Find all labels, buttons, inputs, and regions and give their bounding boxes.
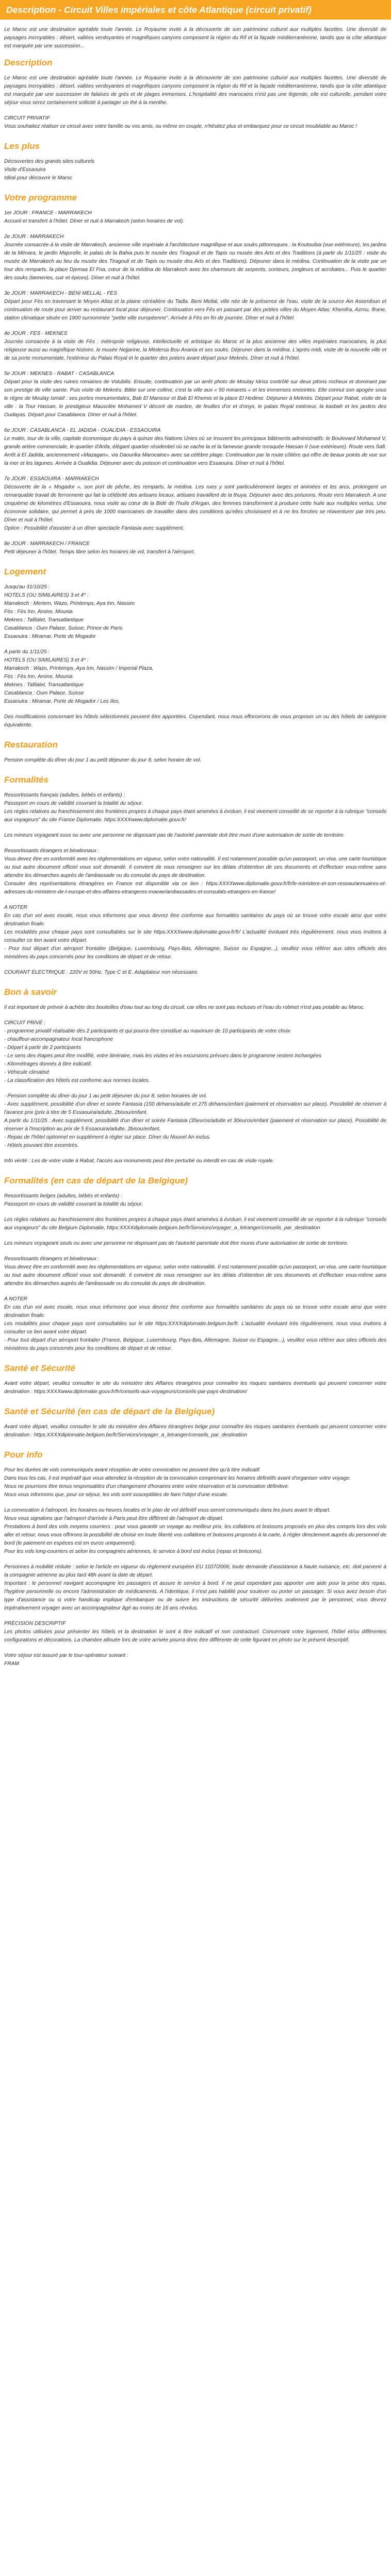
section-paragraph: 7e JOUR : ESSAOUIRA - MARRAKECH Découverte de la « Mogador », son port de pêche, les remparts, la médina. Les rues y sont particulièrement larges et animées et les arcs, prolongent un remarquable travail de ferronnerie qui fait la célébrité des artisans locaux, artisans travaillent de la thuya. Déjeuner avec des poissons. Route vers Marrakech. A une cinquième de kilomètres d'Essaouira, nous visite au cœur de la Bidé de l'huile d'Argan, des femmes transforment à produire cette huile aux multiples vertus. Une économie solidaire, qui permet à près de 1000 marocaines de travailler dans des conditions qu'elles choisissent et à ne les forcées se réaventurer par très peu. Dîner et nuit à l'hôtel. Option : Possibilité d'assister à un dîner spectacle Fantasia avec supplément. bbox=[4, 476, 386, 531]
section-paragraph: Avant votre départ, veuillez consulter le site du ministère des Affaires étrangères belge pour connaître les risques sanitaires éventuels qui peuvent concerner votre destination : https:XXXXdiplomatie.belgium.be/fr/Services/voyager_a_letranger/conseils_par_destination bbox=[4, 1424, 386, 1438]
section-heading-pour-info: Pour info bbox=[4, 1450, 43, 1460]
section-heading-sante-et-securite-en-cas-de-depart-de-la-belgique: Santé et Sécurité (en cas de départ de la Belgique) bbox=[4, 1406, 215, 1416]
section-paragraph: A partir du 1/11/25 : HOTELS (OU SIMILAIRES) 3 et 4* : Marrakech : Wazo, Printemps, Aya Inn, Nassim / Imperial Plaza, Fès : Fès Inn, Amine, Mounia Meknes : Tafilalet, Transatlantique Casablanca : Oum Palace, Suisse Essaouira : Miramar, Porte de Mogador / Les Iles, bbox=[4, 649, 154, 704]
section-paragraph: A NOTER En cas d'un vol avec escale, nous vous informons que vous devrez être conforme aux formalités sanitaires du pays où se trouve votre escale ainsi que votre destination finale. Les modalités pour chaque pays sont consultables sur le site https:XXXXdiplomatie.belgium.be/fr. L'actualité évoluant très régulièrement, nous vous invitons à consulter ce lien avant votre départ. - Pour tout départ d'un aéroport frontalier (France, Belgique, Luxembourg, Pays-Bas, Allemagne, Suisse ou Espagne...), veuillez vous référer aux sites officiels des ministères du pays concernés pour les conditions de départ et de retour. bbox=[4, 1296, 386, 1351]
section-paragraph: COURANT ÉLECTRIQUE : 220V et 50Hz. Type C et E. Adaptateur non nécessaire. bbox=[4, 970, 199, 975]
section-heading-formalites-en-cas-de-depart-de-la-belgique: Formalités (en cas de départ de la Belgique) bbox=[4, 1176, 188, 1185]
section-paragraph: Les règles relatives au franchissement des frontières propres à chaque pays étant amenées à évoluer, il est vivement conseillé de se reporter à la rubrique "conseils aux voyageurs" du site Belgium Diplomatie, https:XXXXdiplomatie.belgium.be/fr/Services/voyager_a_letranger/conseils_par_destination bbox=[4, 1217, 386, 1231]
section-heading-sante-et-securite: Santé et Sécurité bbox=[4, 1363, 75, 1373]
section-heading-logement: Logement bbox=[4, 567, 46, 577]
section-heading-restauration: Restauration bbox=[4, 740, 58, 750]
section-paragraph: 8e JOUR : MARRAKECH / FRANCE Petit déjeuner à l'hôtel. Temps libre selon les horaires de vol, transfert à l'aéroport. bbox=[4, 541, 196, 555]
section-paragraph: Votre séjour est assuré par le tour-opérateur suivant : FRAM bbox=[4, 1653, 128, 1667]
section-paragraph: Pour les durées de vols communiqués avant réception de votre convocation ne peuvent être qu'à titre indicatif. Dans tous les cas, il est impératif que vous attendiez la réception de la convocation comprenant les horaires définitifs avant d'organiser votre voyage. Nous ne pourrions être tenus responsables d'un changement d'horaires entre votre réservation et la convocation définitive. Nous vous informons que, pour ce séjour, les vols sont susceptibles de faire l'objet d'une escale. bbox=[4, 1467, 351, 1498]
section-paragraph: Ressortissants étrangers et binationaux : Vous devez être en conformité avec les réglementations en vigueur, selon votre nationalité. Il est notamment possible qu'un passeport, un visa, une carte touristique ou tout autre document officiel vous soit demandé. Il convient de vous renseigner sur les délais d'obtention de ces documents et d'effectuer vous-même sans attendre les démarches auprès de l'ambassade ou du consulat du pays de destination. bbox=[4, 1256, 386, 1286]
page-title: Description - Circuit Villes impériales et côte Atlantique (circuit privatif) bbox=[0, 0, 391, 20]
section-heading-description: Description bbox=[4, 58, 53, 67]
section-paragraph: Les mineurs voyageant seuls ou avec une personne ne disposant pas de l'autorité parentale doit être munis d'une autorisation de sortie de territoire. bbox=[4, 1241, 349, 1246]
section-heading-les-plus: Les plus bbox=[4, 141, 40, 151]
section-paragraph: Avant votre départ, veuillez consulter le site du ministère des Affaires étrangères pour connaître les risques sanitaires éventuels qui peuvent concerner votre destination : https:XXXXwww.diplomatie.gouv.fr/fr/conseils-aux-voyageurs/conseils-par-pays-destination/ bbox=[4, 1381, 386, 1395]
section-paragraph: Ressortissants étrangers et binationaux : Vous devez être en conformité avec les réglementations en vigueur, selon votre nationalité. Il est notamment possible qu'un passeport, un visa, une carte touristique ou tout autre document officiel vous soit demandé. Il convient de vous renseigner sur les délais d'obtention de ces documents et d'effectuer vous-même sans attendre les démarches auprès de l'ambassade ou du consulat du pays de destination. Consuter des représentations étrangères en France est disponible via ce lien : https:XXXXwww.diplomatie.gouv.fr/fr/le-ministere-et-son-reseau/annuaires-et-adresses-du-ministere-de-l-europe-et-des-affaires-etrangeres-maeae/ambassades-et-consulats-etrangers-en-france/ bbox=[4, 848, 386, 895]
section-paragraph: - Pension complète du dîner du jour 1 au petit déjeuner du jour 8, selon horaires de vol. - Avec supplément, possibilité d'un dîner et soirée Fantasia (150 dirhams/adulte et 275 dirhams/enfant (paiement et réservation sur place). Possibilité de réserver à l'avance prix (prix à titre de 5 Essaouira/adulte, 2bisou/enfant. A partir du 1/11/25 : Avec supplément, possibilité d'un dîner et soirée Fantasia (35euros/adulte et 30euros/enfant (paiement et réservation sur place). Possibilité de réserver à l'inscription au prix de 5 Essaouira/adulte, 2bisou/enfant. - Repas de l'hôtel optionnel en supplément à régler sur place. Dîner du Nouvel An inclus. - Hôtels pouvant être excentrés. bbox=[4, 1093, 386, 1148]
intro-paragraph: Le Maroc est une destination agréable toute l'année. Le Royaume invite à la découverte de son patrimoine culturel aux multiples facettes. Une diversité de paysages incroyables : désert, vallées verdoyantes et magnifiques canyons composent la région du Rif et la façade méditerranéenne, tandis que la côte atlantique est marquée par une succession... bbox=[4, 27, 386, 49]
section-paragraph: Jusqu'au 31/10/25 : HOTELS (OU SIMILAIRES) 3 et 4* : Marrakech : Meriem, Wazo, Printemps, Aya Inn, Nassim Fès : Fès Inn, Amine, Mounia Meknes : Tafilalet, Transatlantique Casablanca : Oum Palace, Suisse, Prince de Paris Essaouira : Miramar, Porte de Mogador bbox=[4, 584, 135, 639]
section-paragraph: Découvertes des grands sites culturels Visite d'Essaouira Idéal pour découvrir le Maroc bbox=[4, 159, 94, 181]
section-paragraph: Il est important de prévoir à achète des bouteilles d'eau tout au long du circuit, car elles ne sont pas incluses et l'eau du robinet n'est pas potable au Maroc. bbox=[4, 1005, 365, 1010]
section-paragraph: CIRCUIT PRIVÉ : - programme privatif réalisable dès 2 participants et qui pourra être constitué au maximum de 10 participants de votre choix - chauffeur-accompagnateur local francophone - Départ à partir de 2 participants - Le sens des étapes peut être modifié, votre itinéraire, mais les visites et les excursions prévues dans le programme restent inchangées - Kilométrages donnés à titre indicatif. - Véhicule climatisé - La classification des hôtels est conforme aux normes locales. bbox=[4, 1020, 321, 1083]
section-paragraph: Personnes à mobilité réduite : selon le l'article en vigueur du règlement européen EU 1107/2006, toute demande d'assistance à haute nuisance, etc. doit parvenir à la compagnie aérienne au plus tard 48h avant la date de départ. Important : le personnel navigant accompagne les passagers et assure le service à bord. Il ne peut cependant pas apporter une aide pour la prise des repas, l'hygiène personnelle ou encore l'administration de médicaments. A l'identique, il n'est pas habilité pour soulever ou porter un passager. Si vous avez besoin d'un type d'assistance ou si votre handicap implique d'embarquer ou de suivre les instructions de sécurité délivrées oralement par le personnel, vous devrez impérativement voyager avec un accompagnateur âgé au moins de 16 ans révolus. bbox=[4, 1564, 386, 1611]
section-paragraph: Le Maroc est une destination agréable toute l'année. Le Royaume invite à la découverte de son patrimoine culturel aux multiples facettes. Une diversité de paysages incroyables : désert, vallées verdoyantes et magnifiques canyons composent la région du Rif et la façade méditerranéenne, tandis que la côte atlantique est marquée par une succession de falaises de grès et de plages immenses. L'hospitalité des marocains n'est pas une légende, elle est culturelle, pendant votre séjour vous serez certainement sollicité à partager un thé à la menthe. bbox=[4, 75, 386, 106]
section-paragraph: 4e JOUR : FES - MEKNES Journée consacrée à la visite de Fès : métropole religieuse, intellectuelle et artistique du Maroc et la plus ancienne des villes impériales marocaines, la plus religieuse aussi au magnifique histoire, le musée Nejjarine, la Médersa Bou Anania et ses souks. Déjeuner dans la médina. L'après-midi, visite de la nouvelle ville et de sa porte monumentale, l'extérieur du Palais Royal et le quartier des potiers avant départ pour Meknès. Dîner et nuit à l'hôtel. bbox=[4, 331, 386, 361]
section-paragraph: La convocation à l'aéroport, les horaires ou heures locales et le plan de vol définitif vous seront communiqués dans les jours avant le départ. Nous vous signalons que l'aéroport d'arrivée à Paris peut être différent de l'aéroport de départ. Prestations à bord des vols moyens courriers : pour vous garantir un voyage au meilleur prix, les collations et boissons proposés en plus des compris lors des vols aller et retour, nous vous offrirons la possibilité de choisir en toute liberté vos collations et boissons proposés à la carte, à régler directement auprès du personnel de bord (le paiement en espèces est en euros uniquement). Pour les vols long-courriers et selon les compagnies aériennes, le service à bord est inclus (repas et boissons). bbox=[4, 1507, 386, 1554]
section-paragraph: Les mineurs voyageant sous ou avec une personne ne disposant pas de l'autorité parentale doit être muni d'une autorisation de sortie de territoire. bbox=[4, 833, 345, 838]
section-paragraph: 3e JOUR : MARRAKECH - BENI MELLAL - FES Départ pour Fès en traversant le Moyen Atlas et la plaine céréalière du Tadla. Beni Mellal, ville née de la présence de l'eau, visite de la source Ain Asserdoun et continuation de route pour arriver au restaurant local pour déjeuner. Continuation vers Fès en passant par des petites villes du Moyen Atlas: Khenifra, Azrou, Ifrane, station climatique située en 1900 surnommée "petite ville européenne". Arrivée à Fès en fin de journée. Dîner et nuit à l'hôtel. bbox=[4, 291, 386, 321]
section-paragraph: A NOTER En cas d'un vol avec escale, nous vous informons que vous devrez être conforme aux formalités sanitaires du pays où se trouve votre escale ainsi que votre destination finale. Les modalités pour chaque pays sont consultables sur le site https:XXXXwww.diplomatie.gouv.fr/fr/ L'actualité évoluant très régulièrement, nous vous invitons à consulter ce lien avant votre départ. - Pour tout départ d'un aéroport frontalier (Belgique, Luxembourg, Pays-Bas, Allemagne, Suisse ou Espagne...), veuillez vous référer aux sites officiels des ministères du pays concernés pour les conditions de départ et de retour. bbox=[4, 905, 386, 960]
section-heading-formalites: Formalités bbox=[4, 775, 48, 785]
section-paragraph: PRÉCISION DESCRIPTIF Les photos utilisées pour présenter les hôtels et la destination le sont à titre indicatif et non contractuel. Concernant votre logement, l'hôtel et/ou différentes configurations et décorations. La chambre allouée lors de votre arrivée pourra donc être différente de celle figurant en photo sur le présent descriptif. bbox=[4, 1621, 386, 1643]
section-paragraph: Ressortissants belges (adultes, bébés et enfants) : Passeport en cours de validité couvrant la totalité du séjour. bbox=[4, 1193, 143, 1207]
section-paragraph: 5e JOUR : MEKNES - RABAT - CASABLANCA Départ pour la visite des ruines romaines de Volubilis. Ensuite, continuation par un arrêt photo de Moulay Idriss contrôlé sur deux pitons rocheux et dominant par son prestige de ville sainte. Puis visite de Meknès. Bâtie sur une colline, c'est la ville aux « 50 minarets » et les immenses enceintes. Elle connut son apogée sous le règne de Moulay Ismaïl : ses portes monumentales, Bab El Mansour et Bab El Khemis et la place El Hedime. Déjeuner à Meknès. Départ pour Rabat, visite de la ville : la Tour Hassan, le prestigieux Mausolée Mohamed V décoré de marbre, de feuilles d'or et d'onyx, le palais Royal extérieur, la kasbah et les jardins des Oudayas. Départ pour Casablanca. Dîner et nuit à l'hôtel. bbox=[4, 371, 386, 418]
section-heading-bon-a-savoir: Bon à savoir bbox=[4, 987, 57, 997]
section-paragraph: Pension complète du dîner du jour 1 au petit déjeuner du jour 8, selon horaire de vol. bbox=[4, 757, 202, 763]
section-paragraph: CIRCUIT PRIVATIF Vous souhaitez réaliser ce circuit avec votre famille ou vos amis, ou même en couple, n'hésitez plus et embarquez pour ce circuit inoubliable au Maroc ! bbox=[4, 115, 357, 129]
section-paragraph: 2e JOUR : MARRAKECH Journée consacrée à la visite de Marrakech, ancienne ville impériale à l'architecture magnifique et aux souks pittoresques : la Koutoubia (vue extérieure), les jardins de la Ménara, le jardin Majorelle, le palais de la Bahia puis le musée des Tiragouli et de Tapis ou musée des Arts et des Traditions (à partir du 1/11/25 : visite du musée de Marrakech au lieu du musée des Tiragouli et de Tapis ou musée des Arts et des Traditions). Déjeuner dans le médina. Continuation de la visite par un tour des remparts, la place Djemaa El Fna, cœur de la médina de Marrakech avec les charmeurs de serpents, conteurs, jongleurs et acrobates... Puis le quartier des souks (tanneries, cuir et épices). Dîner et nuit à l'hôtel. bbox=[4, 234, 386, 281]
section-paragraph: Info vérité : Les de votre visite à Rabat, l'accès aux monuments peut être perturbé ou interdit en cas de visite royale. bbox=[4, 1158, 274, 1164]
section-paragraph: 1er JOUR : FRANCE - MARRAKECH Accueil et transfert à l'hôtel. Dîner et nuit à Marrakech (selon horaires de vol). bbox=[4, 210, 185, 224]
section-heading-votre-programme: Votre programme bbox=[4, 193, 77, 202]
section-paragraph: Des modifications concernant les hôtels sélectionnés peuvent être apportées. Cependant, nous nous efforcerons de vous proposer un ou des hôtels de catégorie équivalente. bbox=[4, 714, 386, 728]
section-paragraph: Ressortissants français (adultes, bébés et enfants) : Passeport en cours de validité couvrant la totalité du séjour. Les règles relatives au franchissement des frontières propres à chaque pays étant amenées à évoluer, il est vivement conseillé de se reporter à la rubrique "conseils aux voyageurs" du site France Diplomatie. https:XXXXwww.diplomatie.gouv.fr/ bbox=[4, 792, 386, 823]
description-content bbox=[0, 26, 391, 1668]
section-paragraph: 6e JOUR : CASABLANCA - EL JADIDA - OUALIDIA - ESSAOUIRA Le matin, tour de la ville, capitale économique du pays à quinze des Nations Unies où se trouvent les principaux bâtiments administratifs: le Boulevard Mohamed V, grande artère commerciale, le quartier d'Anfa, élégant quartier résidentiel où se cache la et la fameuse grande mosquée Hassan II (vue extérieure). Route vers Safi. Arrêt à El Jadida, anciennement «Mazagan», via Daourika Marocaine» avec sa célèbre plage. Continuation par la route côtière qui offre de beaux points de vue sur la mer et les lagunes. Arrivée à Oualidia. Déjeuner avec du poisson et continuation vers Essaouira. Dîner et nuit à l'hôtel. bbox=[4, 428, 386, 466]
